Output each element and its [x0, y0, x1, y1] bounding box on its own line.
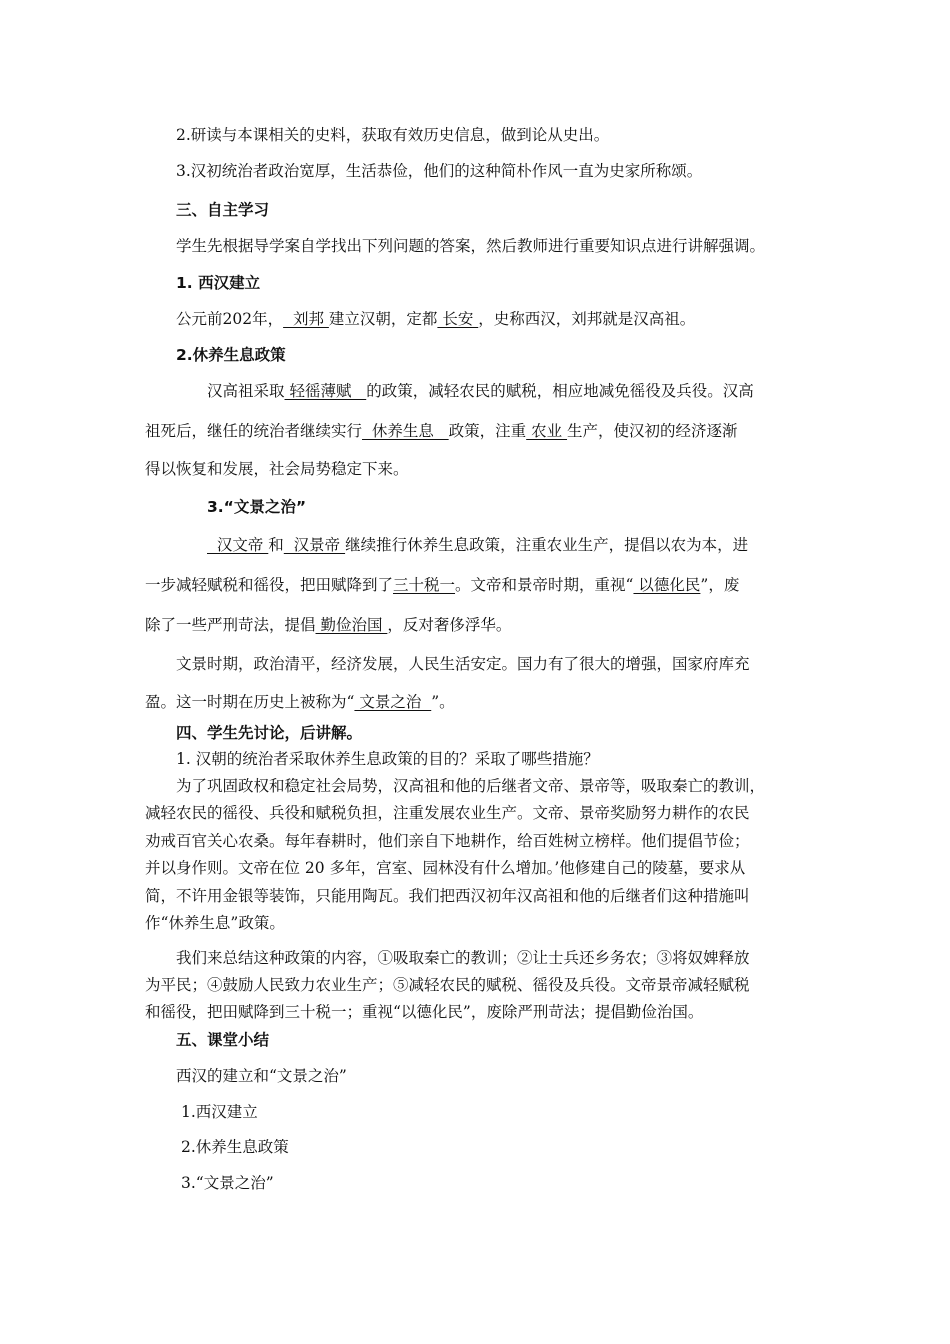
- answer-line: 作“休养生息”政策。: [145, 914, 285, 932]
- summary-line: 为平民；④鼓励人民致力农业生产；⑤减轻农民的赋税、徭役及兵役。文帝景帝减轻赋税: [145, 976, 750, 994]
- answer-blank: 以德化民: [633, 576, 701, 594]
- answer-blank: 长安: [437, 310, 479, 328]
- subsection-3-line-4: 文景时期，政治清平，经济发展，人民生活安定。国力有了很大的增强，国家府库充: [176, 655, 750, 673]
- summary-line: 和徭役，把田赋降到三十税一；重视“以德化民”，废除严刑苛法；提倡勤俭治国。: [145, 1003, 704, 1021]
- goal-item-3: 3.汉初统治者政治宽厚，生活恭俭，他们的这种简朴作风一直为史家所称颂。: [176, 162, 703, 180]
- subsection-3-line-2: 一步减轻赋税和徭役，把田赋降到了三十税一。文帝和景帝时期，重视“ 以德化民”，废: [145, 576, 740, 594]
- subsection-2-heading: 2.休养生息政策: [176, 346, 286, 364]
- answer-blank: 轻徭薄赋: [284, 382, 367, 400]
- section-3-intro: 学生先根据导学案自学找出下列问题的答案，然后教师进行重要知识点进行讲解强调。: [176, 237, 766, 255]
- answer-blank: 三十税一: [393, 576, 456, 594]
- subsection-1-heading: 1. 西汉建立: [176, 274, 261, 292]
- subsection-3-line-1: 汉文帝 和 汉景帝 继续推行休养生息政策，注重农业生产，提倡以农为本，进: [207, 536, 749, 554]
- answer-line: 为了巩固政权和稳定社会局势，汉高祖和他的后继者文帝、景帝等，吸取秦亡的教训，: [176, 777, 766, 795]
- subsection-3-line-5: 盈。这一时期在历史上被称为“ 文景之治 ”。: [145, 693, 455, 711]
- answer-line: 减轻农民的徭役、兵役和赋税负担，注重发展农业生产。文帝、景帝奖励努力耕作的农民: [145, 804, 750, 822]
- answer-blank: 休养生息: [362, 422, 449, 440]
- subsection-2-line-2: 祖死后，继任的统治者继续实行 休养生息 政策，注重 农业 生产，使汉初的经济逐渐: [145, 422, 738, 440]
- answer-line: 并以身作则。文帝在位 20 多年，宫室、园林没有什么增加。’他修建自己的陵墓，要求从: [145, 859, 746, 877]
- summary-item: 2.休养生息政策: [181, 1138, 289, 1156]
- answer-blank: 文景之治: [354, 693, 432, 711]
- subsection-2-line-1: 汉高祖采取 轻徭薄赋 的政策，减轻农民的赋税，相应地减免徭役及兵役。汉高: [207, 382, 754, 400]
- subsection-2-line-3: 得以恢复和发展，社会局势稳定下来。: [145, 460, 409, 478]
- answer-blank: 刘邦: [283, 310, 329, 328]
- answer-blank: 农业: [526, 422, 568, 440]
- section-4-heading: 四、学生先讨论，后讲解。: [176, 724, 363, 742]
- section-5-heading: 五、课堂小结: [176, 1031, 270, 1049]
- answer-blank: 汉文帝: [207, 536, 269, 554]
- summary-line: 我们来总结这种政策的内容，①吸取秦亡的教训；②让士兵还乡务农；③将奴婢释放: [176, 949, 750, 967]
- goal-item-2: 2.研读与本课相关的史料，获取有效历史信息，做到论从史出。: [176, 126, 610, 144]
- summary-item: 3.“文景之治”: [181, 1174, 274, 1192]
- answer-line: 简，不许用金银等装饰，只能用陶瓦。我们把西汉初年汉高祖和他的后继者们这种措施叫: [145, 887, 750, 905]
- answer-blank: 勤俭治国: [315, 616, 388, 634]
- discussion-question: 1. 汉朝的统治者采取休养生息政策的目的？采取了哪些措施？: [176, 750, 599, 768]
- answer-line: 劝戒百官关心农桑。每年春耕时，他们亲自下地耕作，给百姓树立榜样。他们提倡节俭；: [145, 832, 750, 850]
- subsection-3-line-3: 除了一些严刑苛法，提倡 勤俭治国 ，反对奢侈浮华。: [145, 616, 512, 634]
- summary-item: 1.西汉建立: [181, 1103, 258, 1121]
- summary-title: 西汉的建立和“文景之治”: [176, 1067, 347, 1085]
- subsection-3-heading: 3.“文景之治”: [207, 498, 307, 516]
- section-3-heading: 三、自主学习: [176, 201, 270, 219]
- subsection-1-text: 公元前202年， 刘邦 建立汉朝，定都 长安 ，史称西汉，刘邦就是汉高祖。: [176, 310, 696, 328]
- answer-blank: 汉景帝: [283, 536, 346, 554]
